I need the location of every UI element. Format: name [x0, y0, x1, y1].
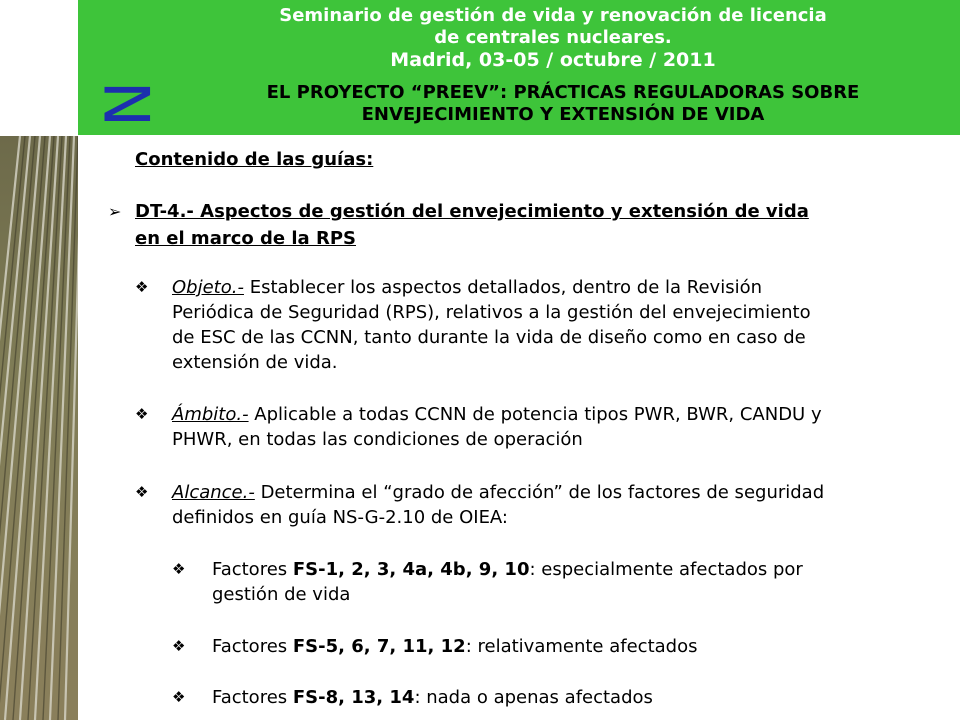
factor-codes: FS-5, 6, 7, 11, 12	[292, 636, 466, 657]
dt4-title-line1: DT-4.- Aspectos de gestión del envejecimiento y extensión de vida	[135, 201, 809, 222]
logo-n-overlay	[94, 74, 158, 134]
objeto-text-1: Establecer los aspectos detallados, dentro de la Revisión	[243, 277, 762, 298]
factor-item-3	[212, 684, 653, 711]
factor-codes: FS-8, 13, 14	[292, 687, 415, 708]
diamond-bullet-icon: ❖	[172, 688, 186, 706]
logo-n-overlay-text	[94, 81, 158, 127]
logo-n-overlay-svg	[94, 74, 158, 134]
alcance-line2: definidos en guía NS-G-2.10 de OIEA:	[172, 507, 508, 528]
diamond-bullet-icon: ❖	[135, 483, 149, 501]
ambito-line1	[172, 401, 822, 428]
arrow-bullet-icon: ➢	[108, 202, 122, 221]
factor-suffix: : relativamente afectados	[465, 636, 698, 657]
alcance-label: Alcance.-	[172, 482, 255, 503]
sidebar-photo-svg	[0, 136, 78, 720]
objeto-label: Objeto.-	[172, 277, 244, 298]
dt4-title-line2: en el marco de la RPS	[135, 228, 356, 249]
diamond-bullet-icon: ❖	[135, 405, 149, 423]
seminar-title-line1: Seminario de gestión de vida y renovación de licencia	[279, 5, 827, 26]
logo-cs-text	[14, 0, 61, 1]
seminar-date-line: Madrid, 03-05 / octubre / 2011	[390, 49, 716, 71]
sidebar-photo	[0, 136, 78, 720]
diamond-bullet-icon: ❖	[135, 278, 149, 296]
objeto-line2: Periódica de Seguridad (RPS), relativos a la gestión del envejecimiento	[172, 302, 811, 323]
alcance-text-1: Determina el “grado de afección” de los factores de seguridad	[254, 482, 825, 503]
factor-codes: FS-1, 2, 3, 4a, 4b, 9, 10	[292, 559, 530, 580]
contents-heading: Contenido de las guías:	[135, 149, 374, 170]
seminar-title-line2: de centrales nucleares.	[434, 27, 672, 48]
project-title-line1: EL PROYECTO “PREEV”: PRÁCTICAS REGULADORAS SOBRE	[266, 82, 860, 103]
factor-item-1	[212, 556, 803, 583]
ambito-label: Ámbito.-	[172, 404, 249, 425]
ambito-text-1: Aplicable a todas CCNN de potencia tipos PWR, BWR, CANDU y	[248, 404, 822, 425]
alcance-line1	[172, 479, 824, 506]
slide-content	[78, 136, 960, 720]
factor-item-2	[212, 633, 697, 660]
csn-logo	[0, 0, 78, 136]
factor-suffix: : especialmente afectados por	[529, 559, 803, 580]
header-banner	[78, 0, 960, 135]
factor-prefix: Factores	[212, 559, 293, 580]
objeto-line3: de ESC de las CCNN, tanto durante la vida de diseño como en caso de	[172, 327, 806, 348]
objeto-line4: extensión de vida.	[172, 352, 338, 373]
diamond-bullet-icon: ❖	[172, 637, 186, 655]
ambito-line2: PHWR, en todas las condiciones de operación	[172, 429, 583, 450]
factor-suffix: : nada o apenas afectados	[414, 687, 653, 708]
factor-item-1-line2: gestión de vida	[212, 584, 351, 605]
factor-prefix: Factores	[212, 687, 293, 708]
project-title-line2: ENVEJECIMIENTO Y EXTENSIÓN DE VIDA	[361, 104, 765, 125]
diamond-bullet-icon: ❖	[172, 560, 186, 578]
factor-prefix: Factores	[212, 636, 293, 657]
objeto-line1	[172, 274, 762, 301]
logo-cs-letters	[14, 0, 64, 136]
